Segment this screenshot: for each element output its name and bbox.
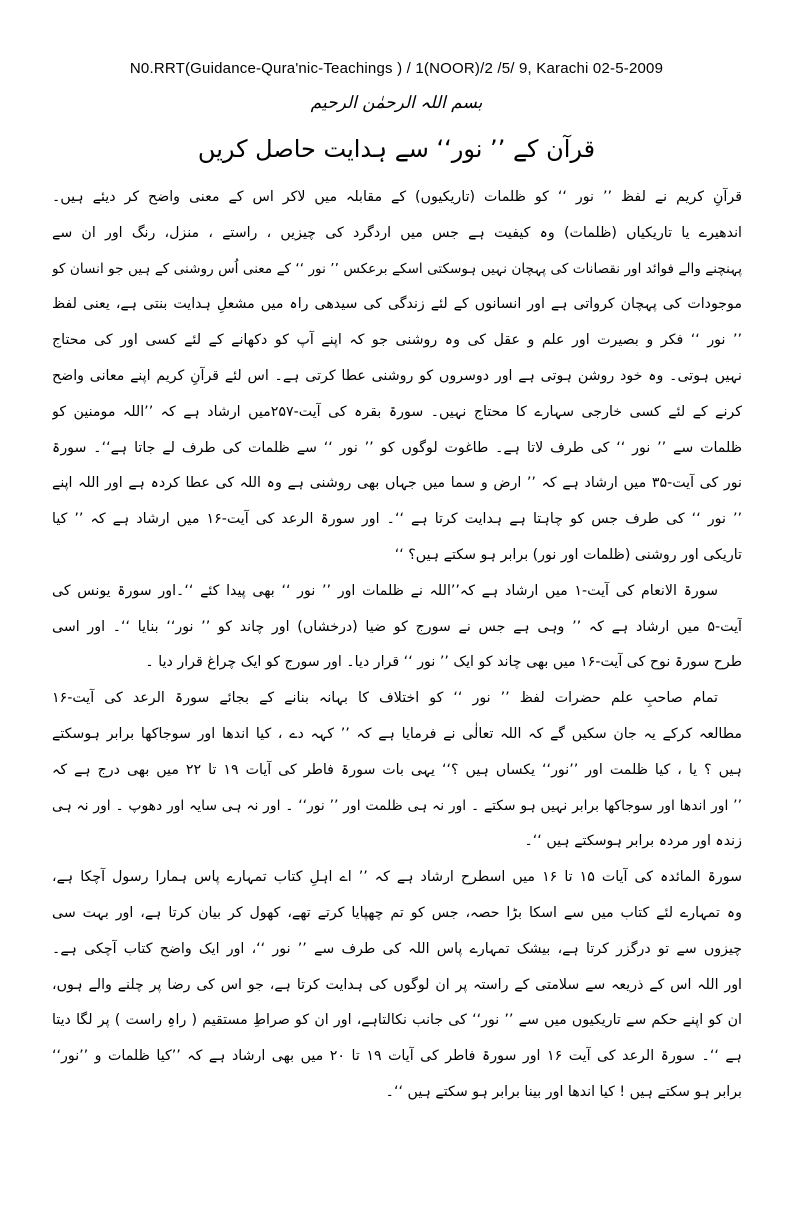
page-title: قرآن کے ’’ نور‘‘ سے ہدایت حاصل کریں xyxy=(197,135,596,163)
body-text xyxy=(52,180,742,1111)
text-line: پہنچنے والے فوائد اور نقصانات کی پہچان نہیں ہوسکتی اسکے برعکس ’’ نور ‘‘ کے معنی اُس روشنی کے ہیں جو انسان کو xyxy=(52,260,742,277)
text-line: ہے ‘‘۔ سورۃ الرعد کی آیت ۱۶ اور سورۃ فاطر کی آیات ۱۹ تا ۲۰ میں بھی ارشاد ہے کہ ’’کیا ظلمات و ’’نور‘‘ xyxy=(52,1048,742,1065)
text-line: ’’ نور ‘‘ کی طرف جس کو چاہتا ہے ہدایت کرتا ہے ‘‘۔ اور سورۃ الرعد کی آیت-۱۶ میں ارشاد ہے کہ ’’ کیا xyxy=(52,511,742,528)
text-line: سورۃ الانعام کی آیت-۱ میں ارشاد ہے کہ’’اللہ نے ظلمات اور ’’ نور ‘‘ بھی پیدا کئے ‘‘۔اور سورۃ یونس کی xyxy=(52,582,718,599)
reference-line: N0.RRT(Guidance-Qura'nic-Teachings ) / 1(NOOR)/2 /5/ 9, Karachi 02-5-2009 xyxy=(129,60,664,77)
text-line: چیزوں سے تو درگزر کرتا ہے، بیشک تمہارے پاس اللہ کی طرف سے ’’ نور ‘‘، اور ایک واضح کتاب آچکی ہے۔ xyxy=(52,940,742,957)
text-line: طرح سورۃ نوح کی آیت-۱۶ میں بھی چاند کو ایک ’’ نور ‘‘ قرار دیا۔ اور سورج کو ایک چراغ قرار دیا ۔ xyxy=(145,654,742,671)
text-line: وہ تمہارے لئے کتاب میں سے اسکا بڑا حصہ، جس کو تم چھپایا کرتے تھے، کھول کر بیان کرتا ہے، اور بہت سی xyxy=(52,904,742,921)
text-line: سورۃ المائدہ کی آیات ۱۵ تا ۱۶ میں اسطرح ارشاد ہے کہ ’’ اے اہلِ کتاب تمہارے پاس ہمارا رسول آچکا ہے، xyxy=(52,869,742,886)
text-line: قرآنِ کریم نے لفظ ’’ نور ‘‘ کو ظلمات (تاریکیوں) کے مقابلہ میں لاکر اس کے معنی واضح کر دیئے ہیں۔ xyxy=(52,189,742,205)
text-line: ان کو اپنے حکم سے تاریکیوں میں سے ’’ نور‘‘ کی جانب نکالتاہے، اور ان کو صراطِ مستقیم ( راہِ راست ) پر لگا دیتا xyxy=(52,1012,742,1029)
bismillah: بسم اللہ الرحمٰن الرحیم xyxy=(310,93,483,113)
text-line: ’’ نور ‘‘ فکر و بصیرت اور علم و عقل کی وہ روشنی جو کہ اپنے آپ کو دکھانے کے لئے کسی اور کی محتاج xyxy=(52,332,742,349)
text-line: ظلمات سے ’’ نور ‘‘ کی طرف لاتا ہے۔ طاغوت لوگوں کو ’’ نور ‘‘ سے ظلمات کی طرف لے جاتا ہے‘‘۔ سورۃ xyxy=(52,439,742,456)
text-line: نور کی آیت-۳۵ میں ارشاد ہے کہ ’’ ارض و سما میں جہاں بھی روشنی ہے وہ اللہ کی عطا کردہ ہے اور اللہ اپنے xyxy=(52,475,742,492)
text-line: موجودات کی پہچان کرواتی ہے اور انسانوں کے لئے زندگی کی سیدھی راہ میں مشعلِ ہدایت بنتی ہے، یعنی لفظ xyxy=(52,296,742,313)
text-line: تاریکی اور روشنی (ظلمات اور نور) برابر ہو سکتے ہیں؟ ‘‘ xyxy=(394,546,742,563)
text-line: ’’ اور اندھا اور سوجاکھا برابر نہیں ہو سکتے ۔ اور نہ ہی ظلمت اور ’’ نور‘‘ ۔ اور نہ ہی سایہ اور دھوپ ۔ اور نہ ہی xyxy=(52,797,742,814)
text-line: نہیں ہوتی۔ وہ خود روشن ہوتی ہے اور دوسروں کو روشنی عطا کرتی ہے۔ اس لئے قرآنِ کریم اپنے معانی واضح xyxy=(52,367,742,384)
text-line: آیت-۵ میں ارشاد ہے کہ ’’ وہی ہے جس نے سورج کو ضیا (درخشاں) اور چاند کو ’’ نور‘‘ بنایا ‘‘۔ اور اسی xyxy=(52,618,742,635)
text-line: ہیں ؟ یا ، کیا ظلمت اور ’’نور‘‘ یکساں ہیں ؟‘‘ یہی بات سورۃ فاطر کی آیات ۱۹ تا ۲۲ میں بھی درج ہے کہ xyxy=(52,761,742,778)
text-line: کرنے کے لئے کسی خارجی سہارے کا محتاج نہیں۔ سورۃ بقرہ کی آیت-۲۵۷میں ارشاد ہے کہ ’’اللہ مومنین کو xyxy=(52,403,742,420)
text-line: مطالعہ کرکے یہ جان سکیں گے کہ اللہ تعالٰی نے فرمایا ہے کہ ’’ کہہ دے ، کیا اندھا اور سوجاکھا برابر ہوسکتے xyxy=(52,725,742,742)
text-line: تمام صاحبِ علم حضرات لفظ ’’ نور ‘‘ کو اختلاف کا بہانہ بنانے کے بجائے سورۃ الرعد کی آیت-۱۶ xyxy=(52,690,718,707)
text-line: اندھیرے یا تاریکیاں (ظلمات) وہ کیفیت ہے جس میں اردگرد کی چیزیں ، راستے ، منزل، رنگ اور ان سے xyxy=(52,224,742,241)
text-line: اور اللہ اس کے ذریعہ سے سلامتی کے راستہ پر ان لوگوں کی ہدایت کرتا ہے، جو اس کی رضا پر چلنے والے ہوں، xyxy=(52,976,742,993)
text-line: زندہ اور مردہ برابر ہوسکتے ہیں ‘‘۔ xyxy=(524,833,742,850)
text-line: برابر ہو سکتے ہیں ! کیا اندھا اور بینا برابر ہو سکتے ہیں ‘‘۔ xyxy=(385,1083,742,1100)
